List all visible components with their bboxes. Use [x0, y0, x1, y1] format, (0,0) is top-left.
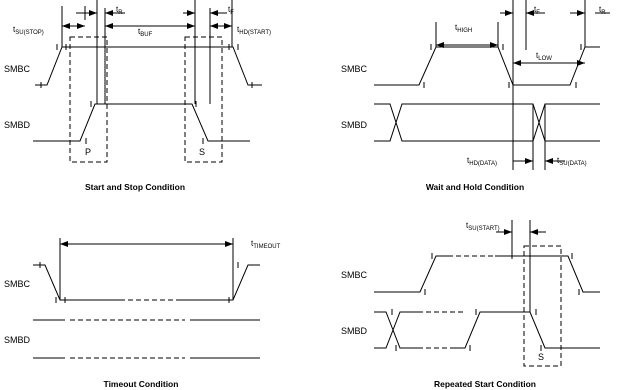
smbd-waveform-4a	[374, 312, 418, 348]
edge-ticks-3	[40, 262, 238, 303]
smbc-waveform-3	[33, 265, 120, 300]
smbc-waveform-2	[374, 47, 600, 85]
caption-repeated-start: Repeated Start Condition	[433, 379, 537, 389]
smbc-waveform-4a	[374, 256, 448, 292]
t-r-label-2: $t_R$	[599, 5, 606, 16]
t-f-label-1: $t_F$	[228, 5, 234, 16]
t-su-start-label: $t_{SU(START)}$	[466, 221, 500, 232]
smbd-waveform-4b	[455, 312, 600, 348]
caption-wait-hold: Wait and Hold Condition	[425, 182, 525, 192]
t-su-data-label: $t_{SU(DATA)}$	[557, 156, 587, 167]
smbd-label-3: SMBD	[4, 335, 31, 345]
smbc-label-3: SMBC	[4, 279, 31, 289]
caption-start-stop: Start and Stop Condition	[84, 182, 186, 192]
t-hd-data-label: $t_{HD(DATA)}$	[467, 156, 498, 167]
edge-ticks-4	[425, 253, 579, 295]
smbd-waveform-1	[33, 104, 250, 141]
stop-condition-label: P	[85, 147, 92, 157]
smbd-label-1: SMBD	[4, 120, 31, 130]
t-f-label-2: $t_F$	[534, 5, 540, 16]
t-buf-label: $t_{BUF}$	[138, 27, 153, 38]
t-high-label: $t_{HIGH}$	[455, 23, 473, 34]
smbc-waveform-4b	[495, 256, 600, 292]
t-hd-start-label: $t_{HD(START)}$	[237, 25, 272, 36]
panel-timeout	[4, 238, 281, 389]
timing-guides-3	[60, 238, 233, 300]
smbc-label-2: SMBC	[341, 64, 368, 74]
t-timeout-label: $t_{TIMEOUT}$	[251, 239, 281, 250]
panel-start-stop	[4, 0, 271, 192]
panel-repeated-start	[341, 220, 600, 389]
start-condition-label: S	[199, 147, 206, 157]
caption-timeout: Timeout Condition	[103, 379, 179, 389]
timing-guides-4	[512, 220, 530, 312]
smbd-dashed-4	[418, 312, 465, 348]
t-su-stop-label: $t_{SU(STOP)}$	[13, 25, 44, 36]
t-r-label-1: $t_R$	[116, 5, 123, 16]
smbd-label-4: SMBD	[341, 326, 368, 336]
smbc-waveform-3b	[180, 265, 260, 300]
panel-wait-hold	[341, 0, 610, 192]
timing-guides-1	[62, 0, 232, 104]
smbc-waveform-1	[35, 47, 262, 85]
t-low-label: $t_{LOW}$	[536, 51, 552, 62]
edge-ticks-1	[41, 44, 252, 144]
smbc-label-4: SMBC	[341, 270, 368, 280]
edge-ticks-2	[424, 44, 581, 88]
smbd-label-2: SMBD	[341, 120, 368, 130]
smbc-label-1: SMBC	[4, 64, 31, 74]
smbd-waveform-2	[374, 104, 600, 141]
stop-condition-box	[70, 37, 107, 162]
repeated-start-label: S	[538, 352, 545, 362]
